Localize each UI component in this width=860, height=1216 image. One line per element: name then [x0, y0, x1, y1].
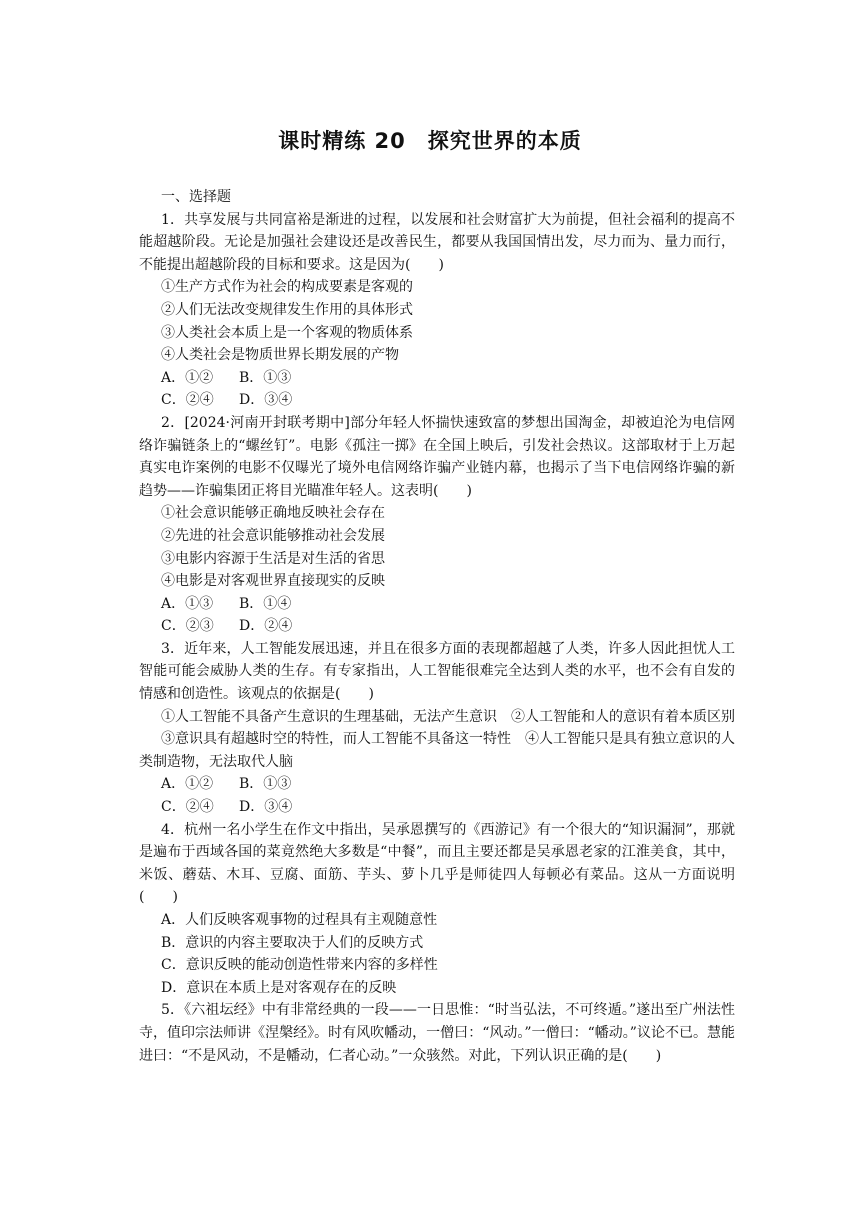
- question-2-statement: ②先进的社会意识能够推动社会发展: [161, 527, 385, 544]
- choice-c: C．②③: [161, 618, 214, 635]
- choice-b: B．①④: [239, 595, 292, 612]
- question-3-stem: 3．近年来，人工智能发展迅速，并且在很多方面的表现都超越了人类，许多人因此担忧人工智能可能会威胁人类的生存。有专家指出，人工智能很难完全达到人类的水平，也不会有自发的情感和创造性。该观点的依据是( ): [139, 640, 735, 703]
- question-2-stem: 2．[2024·河南开封联考期中]部分年轻人怀揣快速致富的梦想出国淘金，却被迫沦为电信网络诈骗链条上的“螺丝钉”。电影《孤注一掷》在全国上映后，引发社会热议。这部取材于上万起真实电诈案例的电影不仅曝光了境外电信网络诈骗产业链内幕，也揭示了当下电信网络诈骗的新趋势——诈骗集团正将目光瞄准年轻人。这表明( ): [139, 414, 735, 499]
- choice-d: D．③④: [239, 799, 293, 816]
- question-1-statement: ①生产方式作为社会的构成要素是客观的: [161, 279, 413, 296]
- question-4-option-b: B．意识的内容主要取决于人们的反映方式: [161, 934, 424, 951]
- question-4-option-a: A．人们反映客观事物的过程具有主观随意性: [161, 912, 438, 928]
- question-1-statement: ④人类社会是物质世界长期发展的产物: [161, 347, 399, 364]
- choice-a: A．①②: [161, 776, 214, 793]
- question-3-choices-row: [139, 796, 735, 819]
- choice-c: C．②④: [161, 799, 214, 816]
- question-2-choices-row: [139, 615, 735, 638]
- section-heading: 一、选择题: [161, 189, 231, 205]
- choice-a: A．①②: [161, 369, 214, 386]
- question-4-option-d: D．意识在本质上是对客观存在的反映: [161, 979, 397, 996]
- choice-c: C．②④: [161, 392, 214, 409]
- question-1-choices-row: [139, 389, 735, 412]
- page-title: 课时精练 20 探究世界的本质: [278, 129, 582, 153]
- choice-d: D．③④: [239, 392, 293, 409]
- question-3-statement: ①人工智能不具备产生意识的生理基础，无法产生意识 ②人工智能和人的意识有着本质区别: [161, 708, 735, 725]
- question-2-choices-row: [139, 593, 735, 616]
- question-4-option-c: C．意识反映的能动创造性带来内容的多样性: [161, 957, 438, 974]
- choice-b: B．①③: [239, 369, 292, 386]
- question-5-stem: 5．《六祖坛经》中有非常经典的一段——一日思惟：“时当弘法，不可终遁。”遂出至广州法性寺，值印宗法师讲《涅槃经》。时有风吹幡动，一僧曰：“风动。”一僧曰：“幡动。”议论不已。慧能进曰：“不是风动，不是幡动，仁者心动。”一众骇然。对此，下列认识正确的是( ): [139, 1002, 735, 1064]
- question-1-statement: ②人们无法改变规律发生作用的具体形式: [161, 301, 413, 318]
- question-1-choices-row: [139, 367, 735, 390]
- choice-b: B．①③: [239, 776, 292, 793]
- document-body: [139, 186, 735, 1067]
- choice-a: A．①③: [161, 595, 214, 612]
- question-3-choices-row: [139, 773, 735, 796]
- question-1-stem: 1．共享发展与共同富裕是渐进的过程，以发展和社会财富扩大为前提，但社会福利的提高不能超越阶段。无论是加强社会建设还是改善民生，都要从我国国情出发，尽力而为、量力而行，不能提出超越阶段的目标和要求。这是因为( ): [139, 211, 735, 273]
- question-1-statement: ③人类社会本质上是一个客观的物质体系: [161, 324, 413, 341]
- choice-d: D．②④: [239, 618, 293, 635]
- question-3-statement: ③意识具有超越时空的特性，而人工智能不具备这一特性 ④人工智能只是具有独立意识的人类制造物，无法取代人脑: [139, 731, 735, 770]
- question-2-statement: ④电影是对客观世界直接现实的反映: [161, 573, 385, 590]
- question-2-statement: ③电影内容源于生活是对生活的省思: [161, 550, 385, 567]
- question-2-statement: ①社会意识能够正确地反映社会存在: [161, 505, 385, 522]
- question-4-stem: 4．杭州一名小学生在作文中指出，吴承恩撰写的《西游记》有一个很大的“知识漏洞”，那就是遍布于西域各国的菜竟然绝大多数是“中餐”，而且主要还都是吴承恩老家的江淮美食，其中，米饭、蘑菇、木耳、豆腐、面筋、芋头、萝卜几乎是师徒四人每顿必有菜品。这从一方面说明( ): [139, 821, 735, 906]
